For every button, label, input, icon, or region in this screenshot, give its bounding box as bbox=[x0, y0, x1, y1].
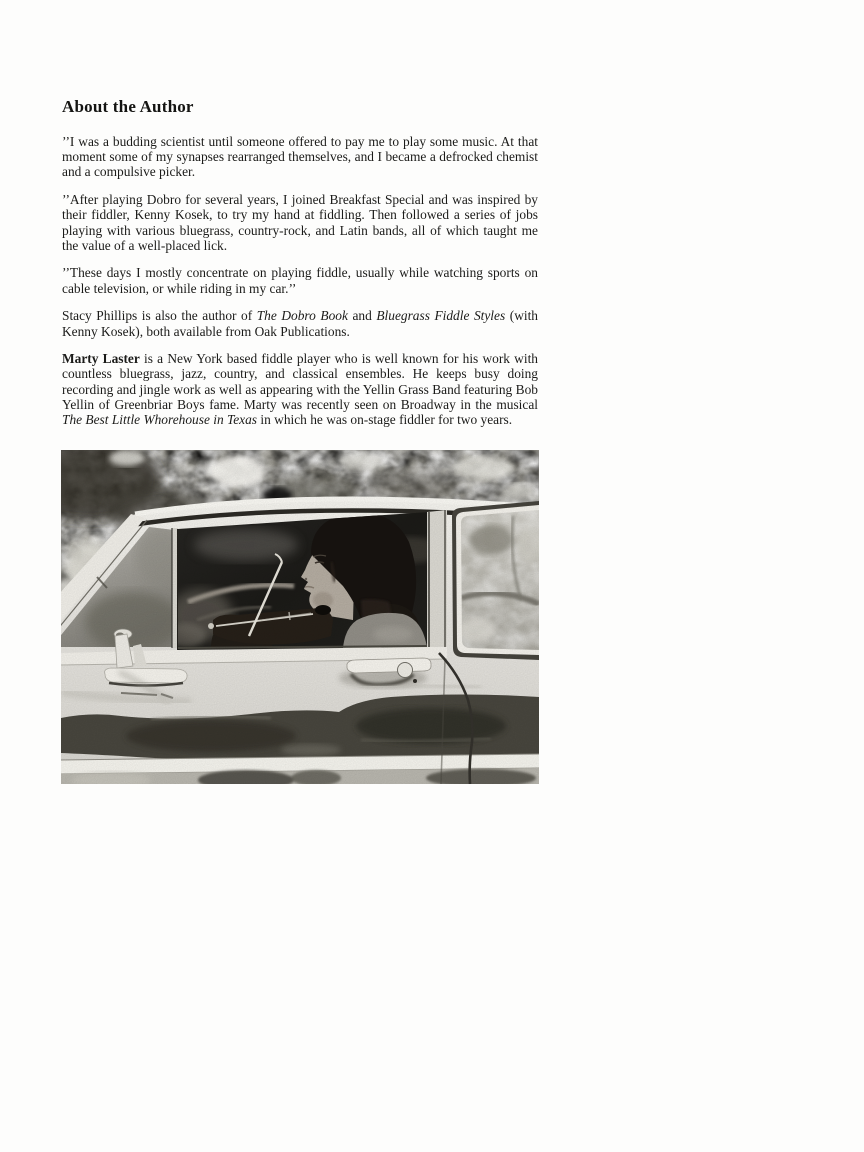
text-segment: ’’I was a budding scientist until someone offered to pay me to play some music. At that moment some of my synapses rearranged themselves, and I became a defrocked chemist and a compulsive picker. bbox=[62, 134, 538, 180]
paragraph bbox=[62, 265, 538, 295]
text-segment: Stacy Phillips is also the author of bbox=[62, 308, 257, 324]
page-title: About the Author bbox=[62, 97, 194, 116]
text-segment: is a New York based fiddle player who is well known for his work with countless bluegrass, jazz, country, and classical ensembles. He keeps busy doing recording and jingle work as well as appearing with the Yellin Grass Band featuring Bob Yellin of Greenbriar Boys fame. Marty was recently seen on Broadway in the musical bbox=[62, 351, 538, 412]
about-paragraphs bbox=[62, 134, 538, 427]
photo-grain-overlay bbox=[61, 450, 539, 784]
text-segment: (with Kenny Kosek), both available from Oak Publications. bbox=[62, 308, 538, 339]
paragraph bbox=[62, 134, 538, 180]
text-segment: in which he was on-stage fiddler for two years. bbox=[257, 412, 513, 428]
text-segment: ’’These days I mostly concentrate on playing fiddle, usually while watching sports on cable television, or while riding in my car.’’ bbox=[62, 265, 538, 296]
author-photo bbox=[61, 450, 539, 784]
text-segment: ’’After playing Dobro for several years, I joined Breakfast Special and was inspired by their fiddler, Kenny Kosek, to try my hand at fiddling. Then followed a series of jobs playing with various bluegrass, country-rock, and Latin bands, all of which taught me the value of a well-placed lick. bbox=[62, 192, 538, 253]
paragraph bbox=[62, 351, 538, 427]
text-segment: Bluegrass Fiddle Styles bbox=[376, 308, 506, 324]
text-segment: The Best Little Whorehouse in Texas bbox=[62, 412, 258, 428]
text-segment: The Dobro Book bbox=[256, 308, 348, 324]
text-segment: and bbox=[347, 308, 377, 324]
about-the-author-section bbox=[62, 97, 538, 784]
text-segment: Marty Laster bbox=[62, 351, 140, 367]
paragraph bbox=[62, 192, 538, 253]
author-photo-illustration bbox=[61, 450, 539, 784]
paragraph bbox=[62, 308, 538, 338]
